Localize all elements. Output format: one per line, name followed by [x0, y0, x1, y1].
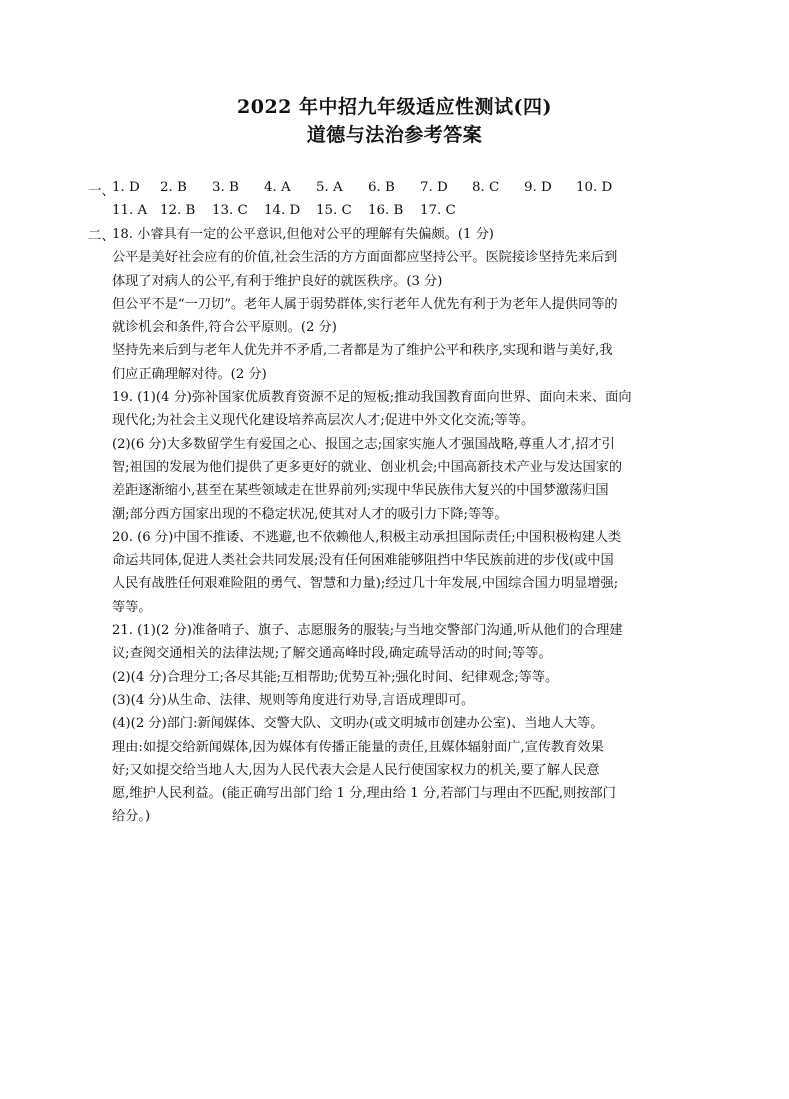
- answers-row-2: [112, 201, 472, 221]
- answers-row-1: [112, 178, 628, 198]
- text-line: 现代化;为社会主义现代化建设培养高层次人才;促进中外文化交流;等等。: [112, 413, 535, 429]
- text-line: 等等。: [112, 599, 152, 615]
- text-line: 体现了对病人的公平,有利于维护良好的就医秩序。(3 分): [112, 273, 443, 289]
- answer-item: 4. A: [264, 180, 291, 195]
- text-line: 命运共同体,促进人类社会共同发展;没有任何困难能够阻挡中华民族前进的步伐(或中国: [112, 553, 614, 569]
- answer-item: 17. C: [420, 203, 456, 218]
- text-line: 20. (6 分)中国不推诿、不逃避,也不依赖他人,积极主动承担国际责任;中国积极构建人类: [112, 529, 622, 545]
- answer-item: 14. D: [264, 203, 301, 218]
- answer-item: 5. A: [316, 180, 343, 195]
- text-line: 21. (1)(2 分)准备哨子、旗子、志愿服务的服装;与当地交警部门沟通,听从他们的合理建: [112, 623, 623, 639]
- text-line: 18. 小睿具有一定的公平意识,但他对公平的理解有失偏颇。(1 分): [112, 227, 494, 242]
- answer-item: 7. D: [420, 180, 448, 195]
- answer-item: 16. B: [368, 203, 404, 218]
- text-line: 公平是美好社会应有的价值,社会生活的方方面面都应坚持公平。医院接诊坚持先来后到: [112, 250, 618, 266]
- text-line: 们应正确理解对待。(2 分): [112, 366, 267, 382]
- text-line: 但公平不是“一刀切”。老年人属于弱势群体,实行老年人优先有利于为老年人提供同等的: [112, 296, 618, 312]
- text-line: 智;祖国的发展为他们提供了更多更好的就业、创业机会;中国高新技术产业与发达国家的: [112, 459, 623, 475]
- answer-item: 9. D: [524, 180, 552, 195]
- text-line: 理由:如提交给新闻媒体,因为媒体有传播正能量的责任,且媒体辐射面广,宣传教育效果: [112, 739, 604, 755]
- text-line: 好;又如提交给当地人大,因为人民代表大会是人民行使国家权力的机关,要了解人民意: [112, 762, 600, 778]
- text-line: 给分。): [112, 809, 151, 825]
- answer-item: 10. D: [576, 180, 613, 195]
- answer-item: 12. B: [160, 203, 196, 218]
- page-subtitle: 道德与法治参考答案: [306, 124, 483, 146]
- text-line: 议;查阅交通相关的法律法规;了解交通高峰时段,确定疏导活动的时间;等等。: [112, 646, 552, 662]
- text-line: 愿,维护人民利益。(能正确写出部门给 1 分,理由给 1 分,若部门与理由不匹配,则按部门: [112, 786, 616, 802]
- text-line: 就诊机会和条件,符合公平原则。(2 分): [112, 320, 337, 336]
- answer-item: 6. B: [368, 180, 395, 195]
- text-line: 坚持先来后到与老年人优先并不矛盾,二者都是为了维护公平和秩序,实现和谐与美好,我: [112, 343, 613, 359]
- text-line: 人民有战胜任何艰难险阻的勇气、智慧和力量);经过几十年发展,中国综合国力明显增强;: [112, 576, 619, 592]
- text-line: (4)(2 分)部门:新闻媒体、交警大队、文明办(或文明城市创建办公室)、当地人大等。: [112, 716, 604, 732]
- answer-item: 15. C: [316, 203, 352, 218]
- text-line: 19. (1)(4 分)弥补国家优质教育资源不足的短板;推动我国教育面向世界、面向未来、面向: [112, 390, 632, 406]
- answer-item: 8. C: [472, 180, 500, 195]
- answer-item: 11. A: [112, 203, 148, 218]
- page-title: 2022 年中招九年级适应性测试(四): [237, 96, 552, 118]
- section2-body: [112, 223, 712, 829]
- text-line: (2)(4 分)合理分工;各尽其能;互相帮助;优势互补;强化时间、纪律观念;等等。: [112, 669, 559, 685]
- answer-item: 3. B: [212, 180, 239, 195]
- section2-label: 二、: [88, 229, 115, 244]
- text-line: 潮;部分西方国家出现的不稳定状况,使其对人才的吸引力下降;等等。: [112, 506, 508, 522]
- section1-label: 一、: [88, 184, 115, 199]
- text-line: (3)(4 分)从生命、法律、规则等角度进行劝导,言语成理即可。: [112, 692, 475, 708]
- answer-item: 2. B: [160, 180, 187, 195]
- answer-item: 1. D: [112, 180, 140, 195]
- text-line: 差距逐渐缩小,甚至在某些领域走在世界前列;实现中华民族伟大复兴的中国梦激荡归国: [112, 483, 609, 499]
- text-line: (2)(6 分)大多数留学生有爱国之心、报国之志;国家实施人才强国战略,尊重人才,招才引: [112, 436, 615, 452]
- answer-item: 13. C: [212, 203, 248, 218]
